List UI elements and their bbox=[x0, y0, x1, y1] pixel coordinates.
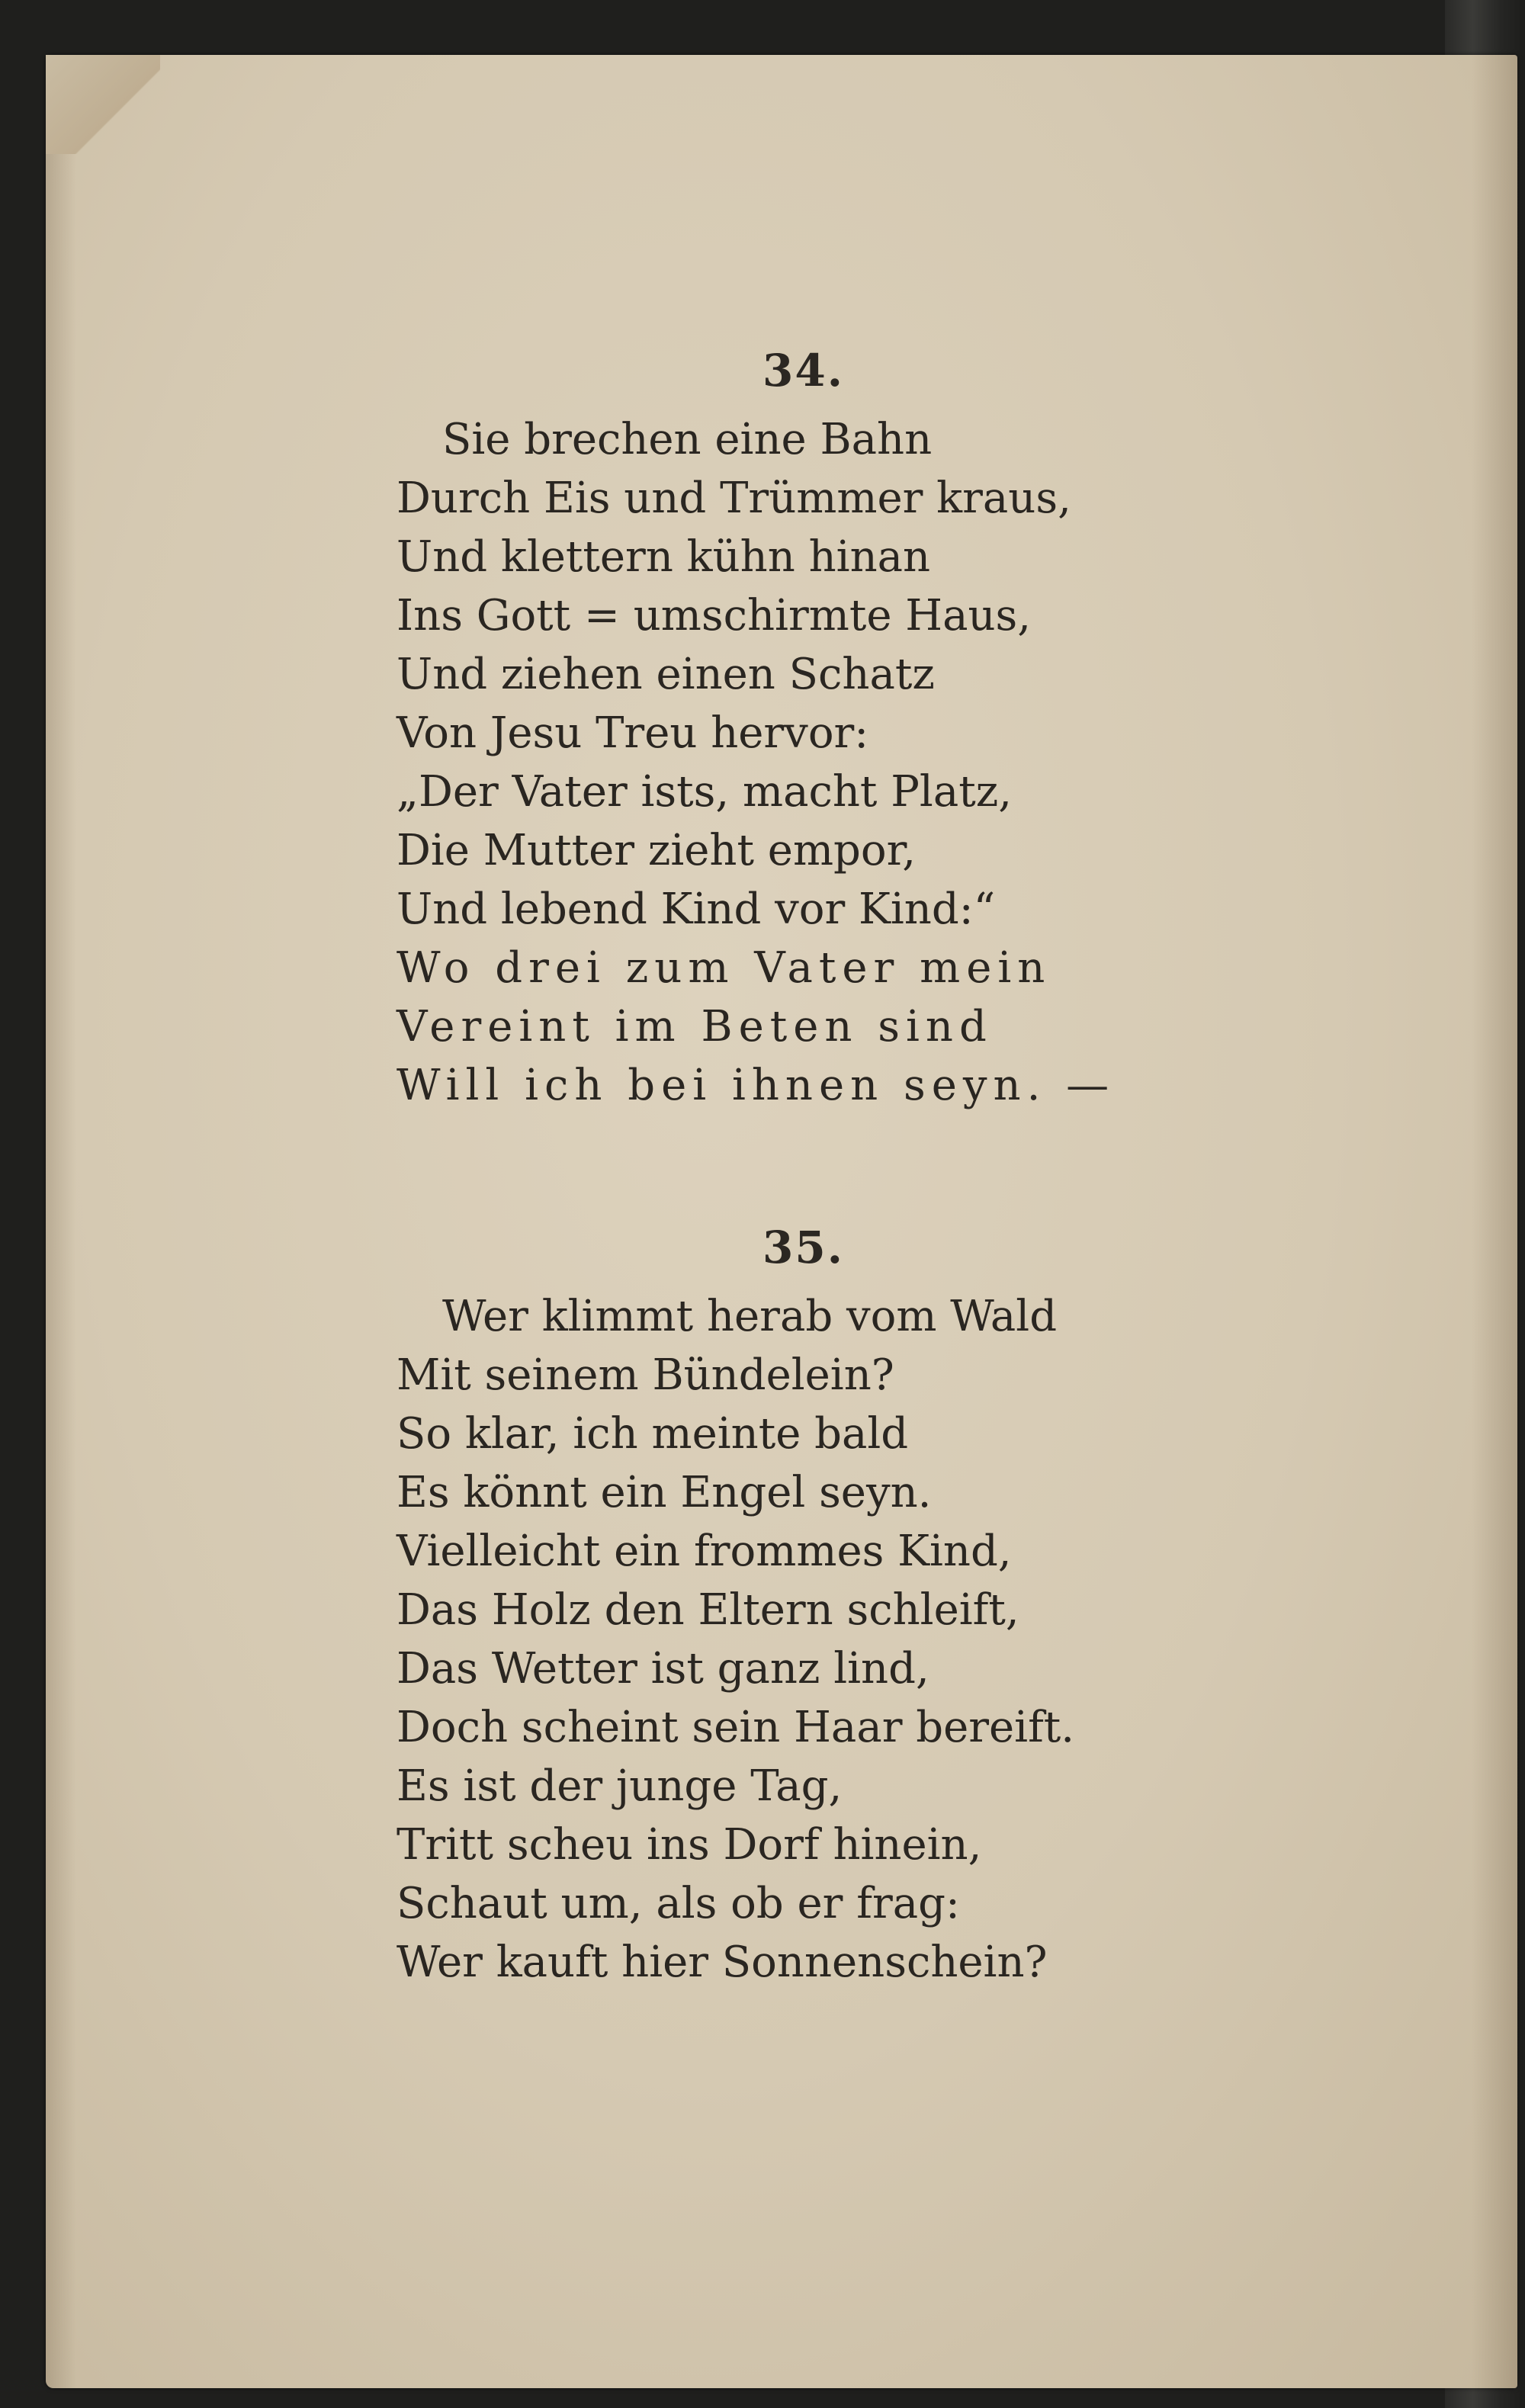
verse-line: Tritt scheu ins Dorf hinein, bbox=[396, 1820, 982, 1870]
verse-line: Das Holz den Eltern schleift, bbox=[396, 1585, 1019, 1635]
verse-line: Mit seinem Bündelein? bbox=[396, 1350, 894, 1400]
verse-line: Und lebend Kind vor Kind:“ bbox=[396, 885, 996, 934]
verse-line: Wo drei zum Vater mein bbox=[396, 943, 1051, 993]
verse-line: Es könnt ein Engel seyn. bbox=[396, 1468, 932, 1517]
verse-line: Wer kauft hier Sonnenschein? bbox=[396, 1938, 1048, 1987]
verse-line: Will ich bei ihnen seyn. — bbox=[396, 1061, 1116, 1110]
verse-line: Wer klimmt herab vom Wald bbox=[442, 1292, 1058, 1341]
verse-line: „Der Vater ists, macht Platz, bbox=[396, 767, 1013, 817]
poem-number: 34. bbox=[762, 345, 844, 397]
verse-line: Vielleicht ein frommes Kind, bbox=[396, 1527, 1012, 1576]
poem-number: 35. bbox=[762, 1222, 844, 1273]
verse-line: Ins Gott = umschirmte Haus, bbox=[396, 591, 1032, 641]
verse-line: Es ist der junge Tag, bbox=[396, 1761, 843, 1811]
verse-line: Und klettern kühn hinan bbox=[396, 532, 931, 582]
verse-line: So klar, ich meinte bald bbox=[396, 1409, 909, 1459]
verse-line: Und ziehen einen Schatz bbox=[396, 650, 935, 699]
page-sheet bbox=[46, 55, 1517, 2388]
verse-line: Vereint im Beten sind bbox=[396, 1002, 993, 1051]
verse-line: Das Wetter ist ganz lind, bbox=[396, 1644, 929, 1694]
verse-line: Doch scheint sein Haar bereift. bbox=[396, 1703, 1075, 1752]
verse-line: Sie brechen eine Bahn bbox=[442, 415, 933, 464]
verse-line: Schaut um, als ob er frag: bbox=[396, 1879, 960, 1928]
verse-line: Von Jesu Treu hervor: bbox=[396, 708, 869, 758]
verse-line: Die Mutter zieht empor, bbox=[396, 826, 917, 875]
verse-line: Durch Eis und Trümmer kraus, bbox=[396, 474, 1071, 523]
